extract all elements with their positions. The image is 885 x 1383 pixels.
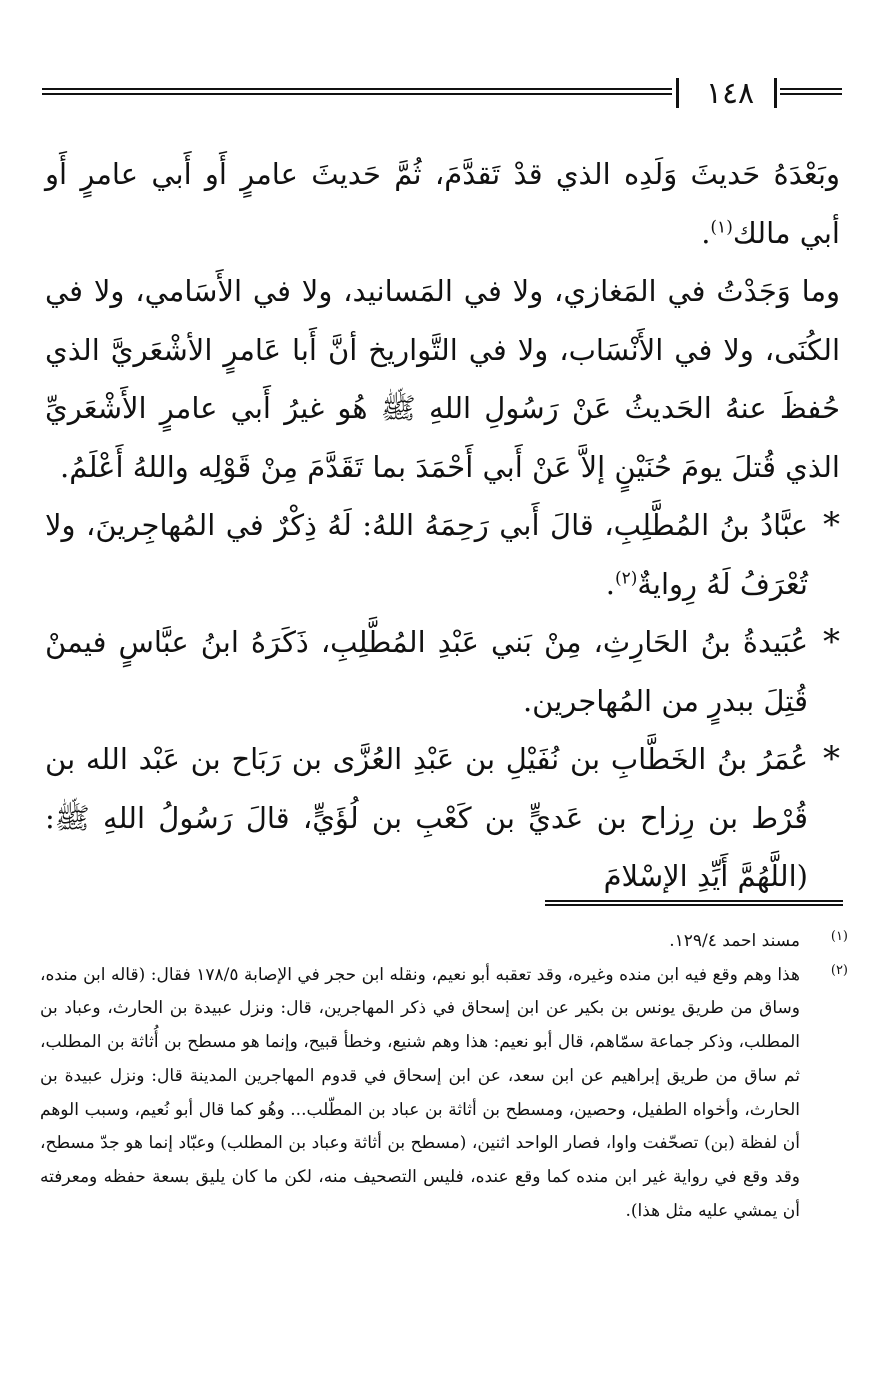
footnote-number: (٢) xyxy=(830,962,848,978)
entry-abbad-text: عبَّادُ بنُ المُطَّلِبِ، قالَ أَبي رَحِمَهُ اللهُ: لَهُ ذِكْرٌ في المُهاجِرينَ، ولا تُعْرَفُ لَهُ رِوايةٌ xyxy=(45,508,808,601)
footnote-text: مسند احمد ١٢٩/٤. xyxy=(669,931,800,951)
paragraph-1-text: وبَعْدَهُ حَديثَ وَلَدِه الذي قدْ تَقدَّمَ، ثُمَّ حَديثَ عامرٍ أَو أَبي عامرٍ أَو أبي مالك xyxy=(45,157,840,250)
header-divider-left xyxy=(676,78,679,108)
paragraph-1-end: . xyxy=(701,215,711,250)
footnote-text: هذا وهم وقع فيه ابن منده وغيره، وقد تعقبه أبو نعيم، ونقله ابن حجر في الإصابة ١٧٨/٥ فقال: (قاله ابن منده، وساق من طريق يونس بن بكير عن ابن إسحاق في ذكر المهاجرين، قال: ونزل عبيدة بن الحارث، وعباد بن المطلب، وذكر جماعة سمّاهم، قال أبو نعيم: هذا وهم شنيع، وخطأ قبيح، وإنما هو مسطح بن أُثاثة بن المطلب، ثم ساق من طريق إبراهيم عن ابن سعد، عن ابن إسحاق في قدوم المهاجرين المدينة قال: ونزل عبيدة بن الحارث، وأخواه الطفيل، وحصين، ومسطح بن أثاثة بن عباد بن المطّلب... وهُو كما قال أبو نُعيم، وسبب الوهم أن لفظة (بن) تصحّفت واوا، فصار الواحد اثنين، (مسطح بن أثاثة وعباد بن المطلب) وعبّاد إنما هو جدّ مسطح، وقد وقع في رواية غير ابن منده كما وقع عنده، فليس التصحيف منه، لكن ما كان يليق بسعة حفظه ومعرفته أن يمشي عليه مثل هذا). xyxy=(40,964,800,1221)
paragraph-1 xyxy=(45,145,840,262)
footnote-number: (١) xyxy=(830,929,848,944)
entry-abbad-end: . xyxy=(605,566,615,601)
paragraph-2: وما وَجَدْتُ في المَغازي، ولا في المَسانيد، ولا في الأَسَامي، ولا في الكُنَى، ولا في الأَنْسَاب، ولا في التَّواريخ أنَّ أَبا عَامرٍ الأشْعَريَّ الذي حُفظَ عنهُ الحَديثُ عَنْ رَسُولِ اللهِ ﷺ هُو غيرُ أَبي عامرٍ الأَشْعَريِّ الذي قُتلَ يومَ حُنَيْنٍ إلاَّ عَنْ أَبي أَحْمَدَ بما تَقَدَّمَ مِنْ قَوْلِه واللهُ أَعْلَمُ. xyxy=(45,274,840,484)
footnote-ref-2: (٢) xyxy=(614,567,638,588)
entry-ubayda xyxy=(45,613,840,730)
footnotes xyxy=(40,925,848,1228)
footnote-ref-1: (١) xyxy=(710,216,733,237)
entry-umar-text: عُمَرُ بنُ الخَطَّابِ بن نُفَيْلِ بن عَبْدِ العُزَّى بن رَبَاح بن عَبْد الله بن قُرْط بن رِزاح بن عَديٍّ بن كَعْبِ بن لُؤَيٍّ، قالَ رَسُولُ اللهِ ﷺ: (اللَّهُمَّ أَيِّدِ الإسْلامَ xyxy=(45,742,808,893)
entry-star: * xyxy=(823,505,840,545)
entry-star: * xyxy=(823,622,840,662)
header-rule-short xyxy=(780,88,842,95)
page-number: ١٤٨ xyxy=(705,76,755,111)
header-rule-long xyxy=(42,88,672,95)
entry-umar xyxy=(45,730,840,906)
footnote-2 xyxy=(40,959,848,1229)
footnote-separator xyxy=(545,900,843,906)
entry-abbad xyxy=(45,496,840,613)
page-header xyxy=(42,78,842,124)
footnote-1 xyxy=(40,925,848,959)
entry-star: * xyxy=(823,739,840,779)
header-divider-right xyxy=(774,78,777,108)
entry-ubayda-text: عُبَيدةُ بنُ الحَارِثِ، مِنْ بَني عَبْدِ المُطَّلِبِ، ذَكَرَهُ ابنُ عبَّاسٍ فيمنْ قُتِلَ ببدرٍ من المُهاجرين. xyxy=(45,625,808,718)
main-text xyxy=(45,145,840,906)
